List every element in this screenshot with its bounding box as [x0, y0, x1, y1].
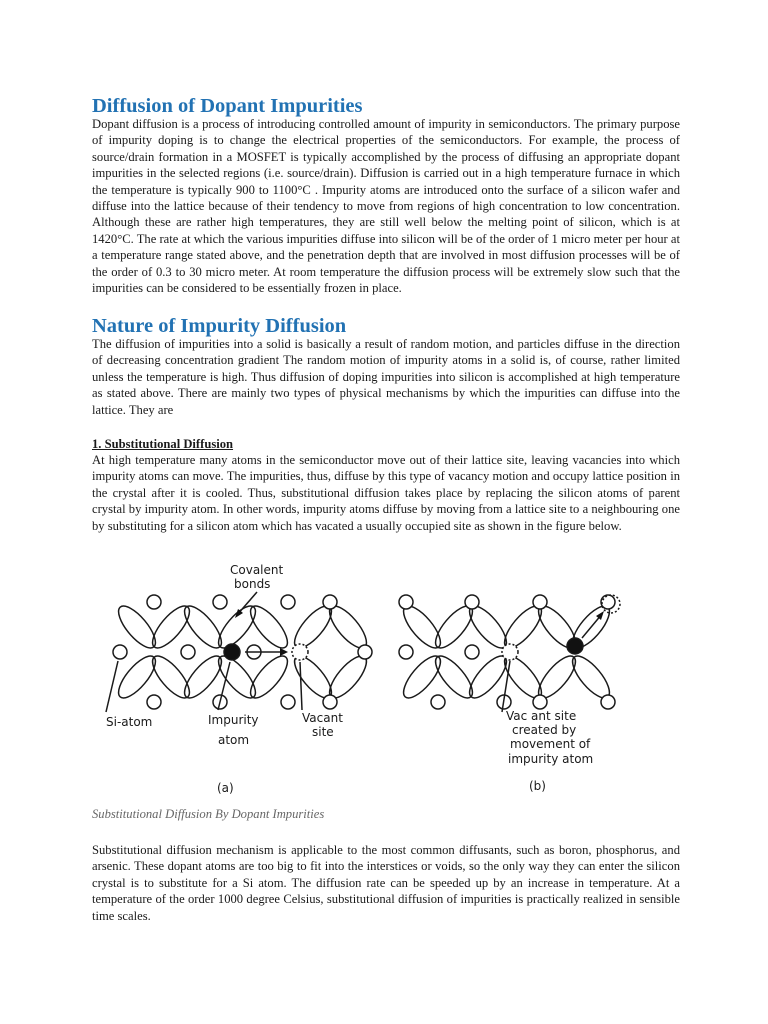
label-impurity-atom-line2: atom	[218, 733, 250, 747]
heading-nature-of-impurity-diffusion: Nature of Impurity Diffusion	[92, 315, 347, 337]
paragraph-dopant-diffusion: Dopant diffusion is a process of introducing controlled amount of impurity in semiconductors. The primary purpose of impurity doping is to change the electrical properties of the semiconductors. For example, the process of source/drain formation in a MOSFET is typically accomplished by the process of diffusing an appropriate dopant impurities in the selected regions (i.e. source/drain). Diffusion is carried out in a high temperature furnace in which the temperature is typically 900 to 1100°C . Impurity atoms are introduced onto the surface of a silicon wafer and diffuse into the lattice because of their tendency to move from regions of high concentration to low concentration. Although these are rather high temperatures, they are still well below the melting point of silicon, which is at 1420°C. The rate at which the various impurities diffuse into silicon will be of the order of 1 micro meter per hour at a temperature range stated above, and the penetration depth that are involved in most diffusion processes will be of the order of 0.3 to 30 micro meter. At room temperature the diffusion process will be extremely slow such that the impurities can be considered to be essentially frozen in place.	[92, 117, 680, 296]
subheading-substitutional-diffusion: 1. Substitutional Diffusion	[92, 437, 234, 451]
impurity-atom-b	[567, 638, 583, 654]
label-b-line2: created by	[512, 723, 577, 737]
label-covalent-bonds-line1: Covalent	[230, 563, 284, 577]
vacant-site-a	[292, 644, 308, 660]
label-b-line4: impurity atom	[508, 752, 594, 766]
figure-caption: Substitutional Diffusion By Dopant Impurities	[92, 807, 325, 821]
lattice-a-bonds	[113, 601, 373, 704]
label-b-line1: Vac ant site	[506, 709, 577, 723]
label-vacant-site-line1: Vacant	[302, 711, 343, 725]
label-b-line3: movement of	[510, 737, 591, 751]
label-impurity-atom-line1: Impurity	[208, 713, 259, 727]
paragraph-substitutional-diffusion: At high temperature many atoms in the semiconductor move out of their lattice site, leaving vacancies into which impurity atoms can move. The impurities, thus, diffuse by this type of vacancy motion and occupy lattice position in the crystal after it is cooled. Thus, substitutional diffusion takes place by replacing the silicon atoms of parent crystal by impurity atom. In other words, impurity atoms diffuse by moving from a lattice site to a neighbouring one by substituting for a silicon atom which has vacated a usually occupied site as shown in the figure below.	[92, 453, 680, 533]
label-si-atom: Si-atom	[106, 715, 153, 729]
impurity-atom-a	[224, 644, 240, 660]
figure-substitutional-diffusion	[92, 560, 668, 800]
label-figure-b: (b)	[529, 779, 546, 793]
label-vacant-site-line2: site	[312, 725, 334, 739]
lattice-a-atoms	[113, 595, 372, 709]
label-figure-a: (a)	[217, 781, 234, 795]
vacant-site-b	[502, 644, 518, 660]
paragraph-nature-of-diffusion: The diffusion of impurities into a solid is basically a result of random motion, and particles diffuse in the direction of decreasing concentration gradient The random motion of impurity atoms in a solid is, of course, rather limited unless the temperature is high. Thus diffusion of doping impurities into silicon is accomplished at high temperature as stated above. There are mainly two types of physical mechanisms by which the impurities can diffuse into the lattice. They are	[92, 337, 680, 417]
paragraph-substitutional-mechanism: Substitutional diffusion mechanism is applicable to the most common diffusants, such as boron, phosphorus, and arsenic. These dopant atoms are too big to fit into the interstices or voids, so the only way they can enter the silicon crystal is to substitute for a Si atom. The diffusion rate can be speeded up by an increase in temperature. At a temperature of the order 1000 degree Celsius, substitutional diffusion of impurities is practically realized in sensible time scales.	[92, 843, 680, 923]
label-covalent-bonds-line2: bonds	[234, 577, 271, 591]
heading-diffusion-of-dopant-impurities: Diffusion of Dopant Impurities	[92, 95, 363, 117]
